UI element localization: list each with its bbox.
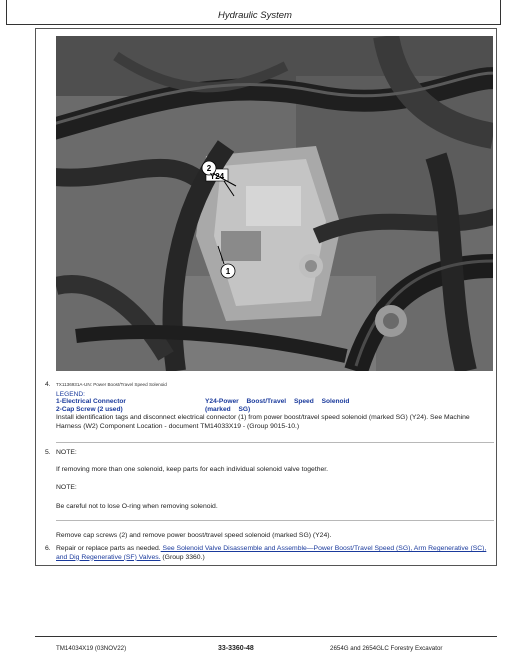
footer-document-id: TM14034X19 (03NOV22): [56, 645, 127, 652]
callout-y24: Y24: [209, 172, 225, 181]
footer-page-number: 33-3360-48: [218, 645, 254, 652]
step-6-text: [56, 545, 494, 562]
note-1-text: If removing more than one solenoid, keep parts for each individual solenoid valve together.: [56, 466, 329, 473]
step-4-number: 4.: [45, 381, 51, 388]
callout-2: 2: [206, 164, 212, 173]
divider: [56, 520, 494, 521]
footer-machine-name: 2654G and 2654GLC Forestry Excavator: [330, 645, 443, 652]
step-6-prefix: Repair or replace parts as needed.: [56, 545, 161, 552]
legend-item-2: 2-Cap Screw (2 used): [56, 406, 123, 413]
figure-caption: TX1136931A-UN: Power Boost/Travel Speed Solenoid: [56, 382, 167, 387]
solenoid-valve-link[interactable]: See Solenoid Valve Disassemble and Assemble—Power Boost/Travel Speed (SG), Arm Regenerative (SC), and Dig Regenerative (SF) Valves.: [56, 545, 487, 561]
legend-title: LEGEND:: [56, 391, 85, 398]
note-1-label: NOTE:: [56, 449, 77, 456]
figure-photo: [56, 36, 493, 371]
divider: [56, 442, 494, 443]
step-6-suffix: (Group 3360.): [160, 553, 205, 561]
callout-1: 1: [225, 267, 231, 276]
step-6-number: 6.: [45, 545, 51, 552]
legend-item-y24: Y24-Power Boost/Travel Speed Solenoid (marked SG): [205, 398, 350, 413]
footer-divider: [35, 636, 497, 637]
page-title: Hydraulic System: [218, 10, 292, 21]
note-2-label: NOTE:: [56, 484, 77, 491]
note-2-text: Be careful not to lose O-ring when removing solenoid.: [56, 503, 218, 510]
step-4-text: Install identification tags and disconnect electrical connector (1) from power boost/travel speed solenoid (marked SG) (Y24). See Machine Harness (W2) Component Location - document TM14033X19 - (Group 9015-10.): [56, 414, 470, 430]
legend-item-1: 1-Electrical Connector: [56, 398, 126, 405]
step-5-number: 5.: [45, 449, 51, 456]
step-5-instruction: Remove cap screws (2) and remove power boost/travel speed solenoid (marked SG) (Y24).: [56, 532, 332, 539]
